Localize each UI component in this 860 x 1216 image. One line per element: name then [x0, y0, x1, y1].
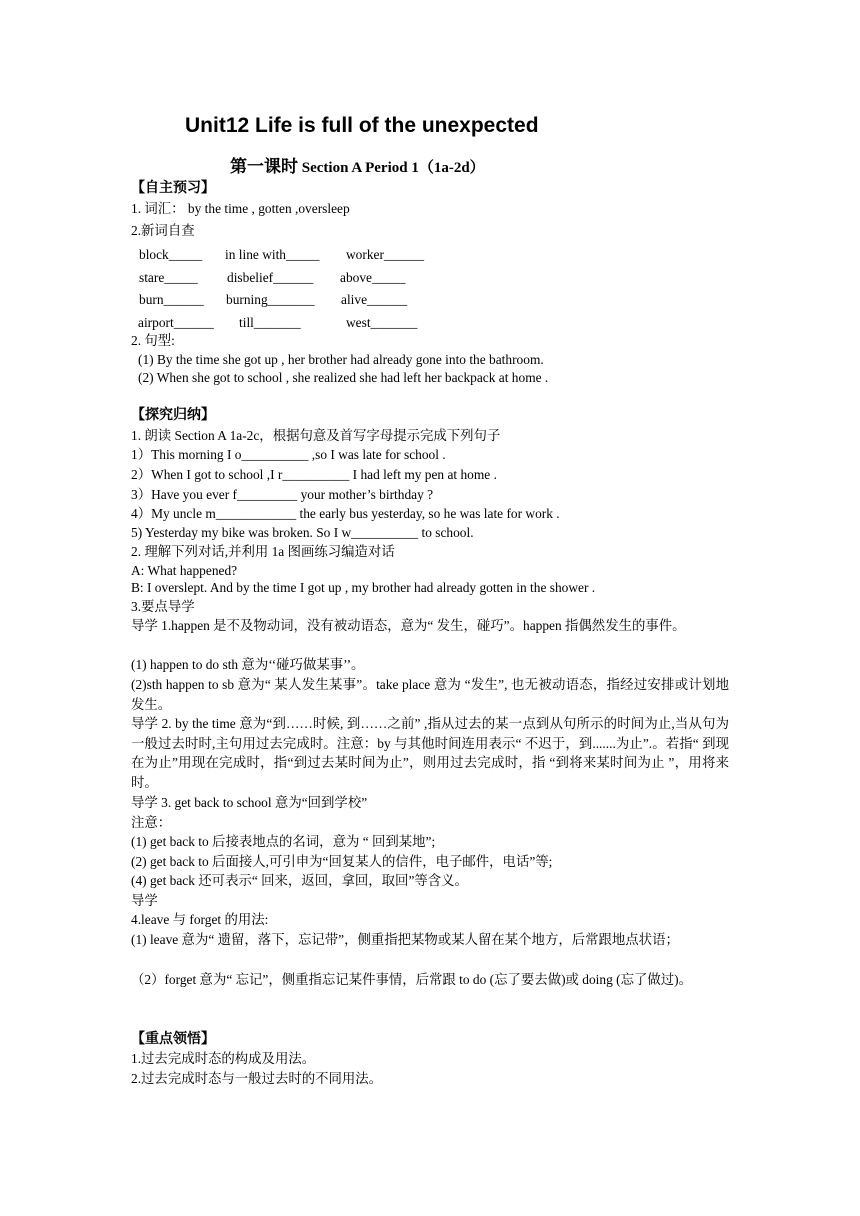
sentence-item: (1) By the time she got up , her brother had already gone into the bathroom. [138, 352, 544, 367]
word-item: in line with_____ [225, 247, 320, 262]
guide-paragraph: 导学 2. by the time 意为“到……时候, 到……之前” ,指从过去的某一点到从句所示的时间为止,当从句为一般过去时时,主句用过去完成时。注意：by 与其他时间连用表示“ 不迟于，到.......为止”.。若指“ 到现在为止”用现在完成时，指“到过去某时间为止”，则用过去完成时，指 “到将来某时间为止 ”，用将来时。 [131, 716, 729, 790]
fill-item: 1）This morning I o__________ ,so I was late for school . [131, 447, 446, 462]
note-label: 注意： [131, 815, 172, 830]
guide-paragraph: 导学 1.happen 是不及物动词，没有被动语态，意为“ 发生，碰巧”。happen 指偶然发生的事件。 [131, 618, 686, 633]
guide-subitem: (1) happen to do sth 意为‘‘碰巧做某事’’。 [131, 657, 365, 672]
fill-item: 4）My uncle m____________ the early bus yesterday, so he was late for work . [131, 506, 560, 521]
word-item: airport______ [138, 315, 214, 330]
guide-label: 导学 [131, 893, 158, 908]
sentence-item: (2) When she got to school , she realized she had left her backpack at home . [138, 370, 549, 385]
task2-instruction: 2. 理解下列对话,并利用 1a 图画练习编造对话 [131, 544, 395, 559]
word-item: block_____ [139, 247, 203, 262]
word-item: above_____ [340, 270, 406, 285]
fill-item: 3）Have you ever f_________ your mother’s birthday ? [131, 487, 434, 502]
fill-item: 5) Yesterday my bike was broken. So I w__________ to school. [131, 525, 474, 540]
focus-item: 2.过去完成时态与一般过去时的不同用法。 [131, 1071, 383, 1086]
guide-paragraph: 导学 3. get back to school 意为“回到学校” [131, 795, 368, 810]
word-item: disbelief______ [227, 270, 314, 285]
note-item: (2) get back to 后面接人,可引申为“回复某人的信件，电子邮件，电话”等; [131, 854, 553, 869]
word-item: burning_______ [226, 292, 315, 307]
task1-instruction: 1. 朗读 Section A 1a-2c，根据句意及首写字母提示完成下列句子 [131, 428, 501, 443]
word-item: alive______ [341, 292, 408, 307]
focus-item: 1.过去完成时态的构成及用法。 [131, 1051, 316, 1066]
sentence-label: 2. 句型: [131, 333, 175, 348]
page-subtitle [230, 152, 485, 177]
note-item: (4) get back 还可表示“ 回来，返回，拿回，取回”等含义。 [131, 873, 468, 888]
word-item: stare_____ [139, 270, 198, 285]
guide-subitem: （2）forget 意为“ 忘记”，侧重指忘记某件事情，后常跟 to do (忘了要去做)或 doing (忘了做过)。 [131, 972, 692, 987]
subtitle-section: Section A Period 1（1a-2d） [301, 160, 485, 176]
guide-subitem: (2)sth happen to sb 意为“ 某人发生某事”。take place 意为 “发生”, 也无被动语态，指经过安排或计划地发生。 [131, 677, 729, 712]
section-heading-explore: 【探究归纳】 [131, 407, 215, 423]
fill-item: 2）When I got to school ,I r__________ I had left my pen at home . [131, 467, 497, 482]
section-heading-focus: 【重点领悟】 [131, 1031, 215, 1047]
word-item: till_______ [239, 315, 301, 330]
section-heading-preview: 【自主预习】 [131, 180, 215, 196]
guide-subitem: (1) leave 意为“ 遗留，落下，忘记带”，侧重指把某物或某人留在某个地方，后常跟地点状语； [131, 932, 679, 947]
vocab-line: 1. 词汇： by the time , gotten ,oversleep [131, 201, 350, 216]
guide-paragraph: 4.leave 与 forget 的用法: [131, 912, 269, 927]
newwords-label: 2.新词自查 [131, 223, 195, 238]
note-item: (1) get back to 后接表地点的名词，意为 “ 回到某地”; [131, 834, 436, 849]
task3-instruction: 3.要点导学 [131, 599, 195, 614]
subtitle-lesson: 第一课时 [230, 157, 298, 176]
word-item: west_______ [346, 315, 418, 330]
word-item: worker______ [346, 247, 425, 262]
word-item: burn______ [139, 292, 204, 307]
dialog-line: A: What happened? [131, 563, 238, 578]
dialog-line: B: I overslept. And by the time I got up , my brother had already gotten in the shower . [131, 580, 596, 595]
page-title: Unit12 Life is full of the unexpected [185, 114, 539, 137]
